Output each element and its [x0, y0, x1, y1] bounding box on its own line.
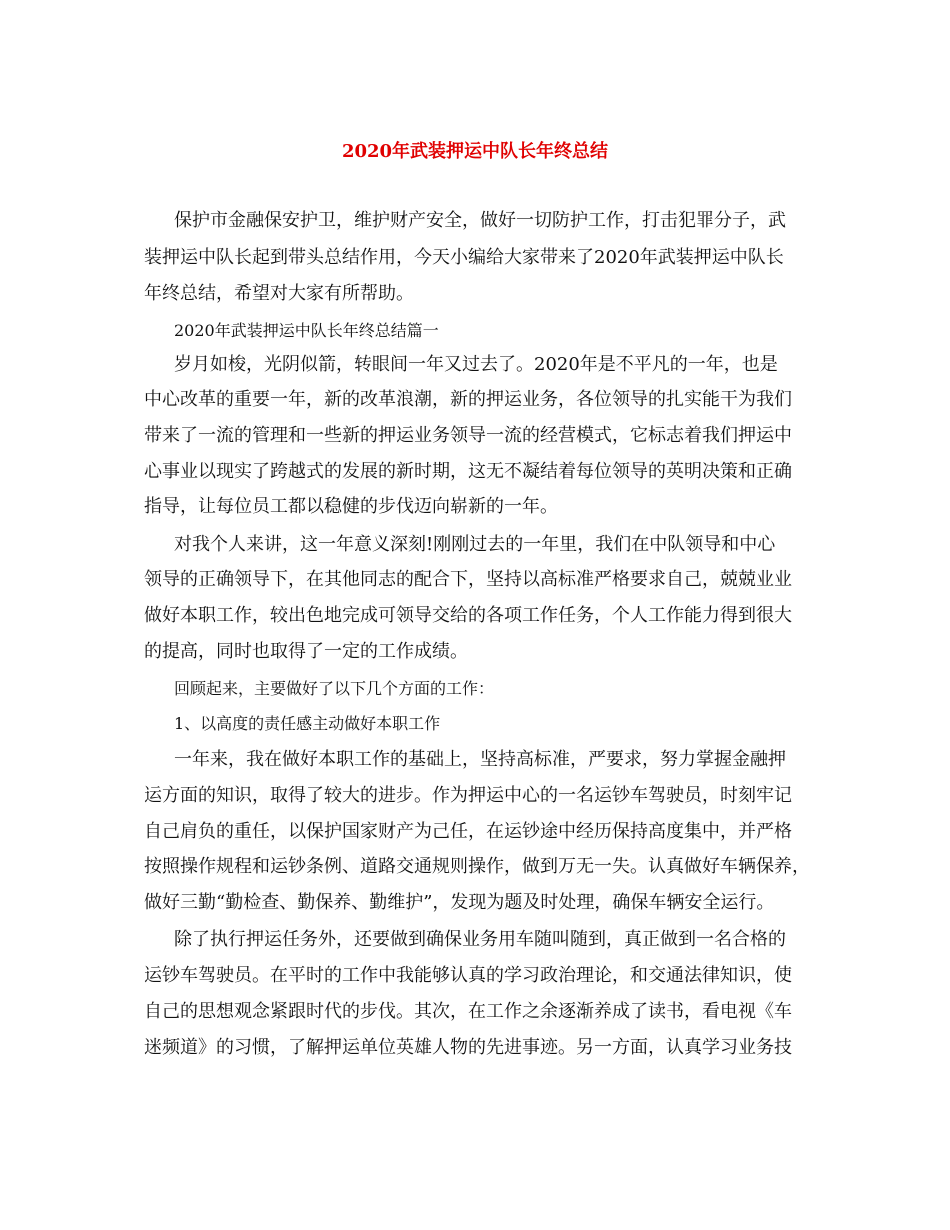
paragraph-line: 带来了一流的管理和一些新的押运业务领导一流的经营模式，它标志着我们押运中: [144, 425, 792, 446]
paragraph-line: 的提高，同时也取得了一定的工作成绩。: [144, 641, 468, 662]
section-heading: 2020年武装押运中队长年终总结篇一: [174, 321, 439, 340]
paragraph-line: 按照操作规程和运钞条例、道路交通规则操作，做到万无一失。认真做好车辆保养，: [144, 856, 810, 877]
section-heading: 1、以高度的责任感主动做好本职工作: [174, 714, 441, 733]
paragraph-line: 做好本职工作，较出色地完成可领导交给的各项工作任务，个人工作能力得到很大: [144, 605, 792, 626]
paragraph-line: 指导，让每位员工都以稳健的步伐迈向崭新的一年。: [144, 496, 558, 517]
paragraph-line: 一年来，我在做好本职工作的基础上，坚持高标准，严要求，努力掌握金融押: [174, 749, 786, 770]
paragraph-line: 做好三勤“勤检查、勤保养、勤维护”，发现为题及时处理，确保车辆安全运行。: [144, 892, 775, 913]
paragraph-line: 保护市金融保安护卫，维护财产安全，做好一切防护工作，打击犯罪分子，武: [174, 210, 786, 231]
paragraph-line: 年终总结，希望对大家有所帮助。: [144, 283, 414, 304]
paragraph-line: 自己的思想观念紧跟时代的步伐。其次，在工作之余逐渐养成了读书，看电视《车: [144, 1001, 792, 1022]
paragraph-line: 装押运中队长起到带头总结作用，今天小编给大家带来了2020年武装押运中队长: [144, 247, 784, 268]
paragraph-line: 岁月如梭，光阴似箭，转眼间一年又过去了。2020年是不平凡的一年，也是: [174, 354, 778, 375]
paragraph-line: 领导的正确领导下，在其他同志的配合下，坚持以高标准严格要求自己，兢兢业业: [144, 569, 792, 590]
paragraph-line: 自己肩负的重任，以保护国家财产为己任，在运钞途中经历保持高度集中，并严格: [144, 821, 792, 842]
paragraph-line: 除了执行押运任务外，还要做到确保业务用车随叫随到，真正做到一名合格的: [174, 929, 786, 950]
paragraph-line: 对我个人来讲，这一年意义深刻!刚刚过去的一年里，我们在中队领导和中心: [174, 534, 776, 555]
paragraph-line: 运方面的知识，取得了较大的进步。作为押运中心的一名运钞车驾驶员，时刻牢记: [144, 785, 792, 806]
paragraph-line: 回顾起来，主要做好了以下几个方面的工作：: [174, 679, 495, 698]
paragraph-line: 中心改革的重要一年，新的改革浪潮，新的押运业务，各位领导的扎实能干为我们: [144, 389, 792, 410]
paragraph-line: 心事业以现实了跨越式的发展的新时期，这无不凝结着每位领导的英明决策和正确: [144, 461, 792, 482]
paragraph-line: 运钞车驾驶员。在平时的工作中我能够认真的学习政治理论，和交通法律知识，使: [144, 965, 792, 986]
paragraph-line: 迷频道》的习惯，了解押运单位英雄人物的先进事迹。另一方面，认真学习业务技: [144, 1037, 792, 1058]
document-title: 2020年武装押运中队长年终总结: [341, 141, 609, 162]
